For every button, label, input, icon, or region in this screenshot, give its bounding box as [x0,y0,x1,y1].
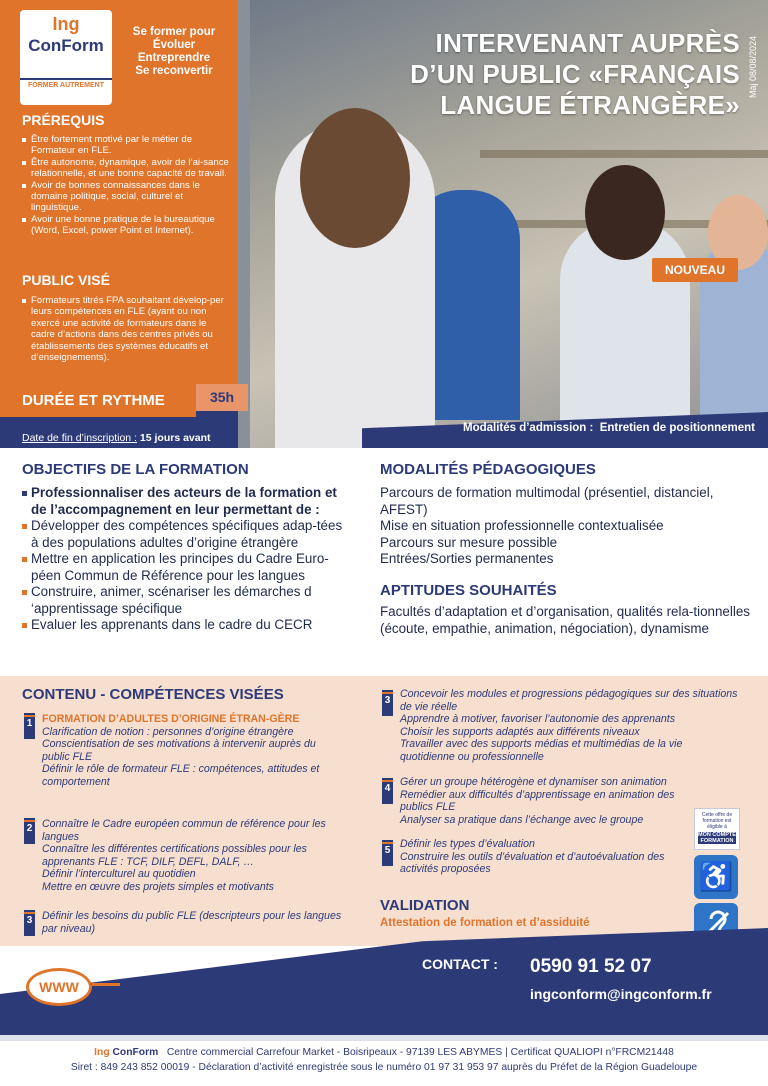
contenu-line: Remédier aux difficultés d’apprentissage en animation des publics FLE [400,788,675,814]
contenu-line: Mettre en œuvre des projets simples et motivants [42,880,274,893]
www-connector [92,983,120,986]
footer-brand-ing: Ing [94,1047,110,1058]
contenu-line: Définir l’interculturel au quotidien [42,868,196,881]
contenu-line: Clarification de notion : personnes d’origine étrangère [42,725,294,738]
website-link[interactable]: digilearning.fr [122,998,236,1017]
title-line: D’UN PUBLIC «FRANÇAIS [410,59,740,89]
contenu-line: Choisir les supports adaptés aux différents niveaux [400,725,640,738]
tagline-line: Entreprendre [137,52,211,64]
inscription-value: 15 jours avant [139,432,211,444]
contenu-line: Connaître le Cadre européen commun de référence pour les langues [42,818,326,843]
modalites-line: Parcours de formation multimodal (présentiel, distanciel, AFEST) [380,485,714,517]
footer-line1: Centre commercial Carrefour Market - Boisripeaux - 97139 LES ABYMES | Certificat QUALIOPI n°FRCM21448 [166,1047,674,1058]
list-item: Avoir de bonnes connaissances dans le domaine politique, social, culturel et linguistique. [22,180,230,214]
list-item: Avoir une bonne pratique de la bureautique (Word, Excel, power Point et Internet). [22,214,230,237]
wheelchair-icon: ♿ [694,855,738,899]
list-item: Mettre en application les principes du Cadre Euro-péen Commun de Référence pour les langues [22,551,352,584]
step-number-text: 3 [384,695,391,706]
objectifs-list [22,485,352,634]
step-number-text: 3 [26,915,33,926]
contenu-line: Connaître les différentes certifications possibles pour les apprenants FLE : TCF, DILF, DEFL, DALF, … [42,843,307,868]
contenu-block-5 [400,776,700,826]
step-number [382,840,393,866]
step-number [24,713,35,739]
modalites-text [380,485,750,568]
admission-value: Entretien de positionnement [599,422,755,434]
public-heading: PUBLIC VISÉ [22,272,110,288]
list-item: Être autonome, dynamique, avoir de l’ai-sance relationnelle, et une bonne capacité de travail. [22,157,230,180]
list-item: Développer des compétences spécifiques adap-tées à des populations adultes d’origine étrangère [22,518,352,551]
contenu-line: Concevoir les modules et progressions pédagogiques sur des situations de vie réelle [400,688,738,713]
public-list [22,295,230,363]
prerequis-list [22,134,230,237]
contact-email[interactable]: ingconform@ingconform.fr [530,986,712,1002]
list-item: Être fortement motivé par le métier de Formateur en FLE. [22,134,230,157]
title-line: LANGUE ÉTRANGÈRE» [440,90,740,120]
validation-text: Attestation de formation et d’assiduité [380,917,590,929]
globe-www-icon: WWW [26,968,92,1006]
contact-phone[interactable]: 0590 91 52 07 [530,956,652,977]
aptitudes-text: Facultés d’adaptation et d’organisation, qualités rela-tionnelles (écoute, empathie, animation, négociation), dynamisme [380,604,750,636]
step-number [24,818,35,844]
contenu-block-6 [400,838,690,876]
tagline [118,26,230,78]
inscription-label: Date de fin d’inscription : [22,432,137,444]
contenu-line: Construire les outils d’évaluation et d’autoévaluation des activités proposées [400,850,665,876]
step-number-text: 5 [384,845,391,856]
website-link[interactable]: ingconform.fr [122,978,233,997]
contenu-block-2 [42,818,342,894]
contenu-block-3 [42,910,342,935]
logo-ing: Ing [52,14,80,34]
update-date: Màj 08/08/2024 [748,35,758,98]
logo-subtitle: FORMER AUTREMENT [20,78,112,89]
photo-face [585,165,665,260]
duree-value: 35h [196,384,248,411]
contenu-line: Conscientisation de ses motivations à intervenir auprès du public FLE [42,738,316,763]
tagline-line: Évoluer [152,39,196,51]
contenu-line: Analyser sa pratique dans l’échange avec le groupe [400,813,644,826]
contenu-block-4 [400,688,740,764]
list-item: Professionnaliser des acteurs de la formation et de l’accompagnement en leur permettant de : [22,485,352,518]
objectifs-heading: OBJECTIFS DE LA FORMATION [22,461,249,478]
step-number [382,690,393,716]
nouveau-badge: NOUVEAU [652,258,738,282]
footer-divider [0,1035,768,1041]
mcf-caption: Cette offre de formation est éligible à [701,812,733,830]
modalites-line: Entrées/Sorties permanentes [380,551,554,566]
step-number-text: 2 [26,823,33,834]
contenu-line: Apprendre à motiver, favoriser l’autonomie des apprenants [400,713,676,726]
modalites-line: Mise en situation professionnelle contextualisée [380,518,664,533]
contenu-line: Travailler avec des supports médias et multimédias de la vie quotidienne ou professionnelle [400,738,683,763]
tarif: TARIF : 15€/h [318,1006,407,1022]
contenu-block-1 [42,713,342,789]
contenu-block-title: FORMATION D’ADULTES D’ORIGINE ÉTRAN-GÈRE [42,713,300,725]
list-item: Evaluer les apprenants dans le cadre du CECR [22,617,352,634]
contenu-line: Définir le rôle de formateur FLE : compétences, attitudes et comportement [42,763,320,788]
mcf-title: MON COMPTE FORMATION [698,832,736,844]
footer-legal: Siret : 849 243 852 00019 - Déclaration d’activité enregistrée sous le numéro 01 97 31 953 97 auprès du Préfet de la Région Guadeloupe [70,1062,698,1073]
logo-conform: ConForm [28,36,104,55]
aptitudes-heading: APTITUDES SOUHAITÉS [380,582,557,599]
modalites-heading: MODALITÉS PÉDAGOGIQUES [380,461,596,478]
tagline-line: Se reconvertir [135,65,213,77]
modalites-line: Parcours sur mesure possible [380,534,558,550]
footer-address [0,1047,768,1058]
prerequis-heading: PRÉREQUIS [22,112,105,128]
contenu-line: Définir les types d’évaluation [400,838,535,850]
footer-brand-conform: ConForm [112,1047,159,1058]
contenu-heading: CONTENU - COMPÉTENCES VISÉES [22,686,284,703]
validation-heading: VALIDATION [380,897,470,914]
step-number-text: 1 [26,718,33,729]
inscription-deadline [22,432,211,444]
contenu-line: Définir les besoins du public FLE (descripteurs pour les langues par niveau) [42,910,342,935]
contact-label: CONTACT : [422,956,498,972]
admission-label: Modalités d’admission : [462,422,594,434]
tagline-line: Se former pour [132,26,216,38]
contenu-line: Gérer un groupe hétérogène et dynamiser son animation [400,776,667,788]
mon-compte-formation-badge[interactable] [694,808,740,850]
photo-face [300,108,410,248]
admission-text [375,422,755,434]
step-number [382,778,393,804]
page-title [340,28,740,121]
photo-shelf [480,150,768,158]
step-number-text: 4 [384,783,391,794]
list-item: Construire, animer, scénariser les démarches d ‘apprentissage spécifique [22,584,352,617]
title-line: INTERVENANT AUPRÈS [435,28,740,58]
duree-label: DURÉE ET RYTHME [22,392,165,409]
step-number [24,910,35,936]
list-item: Formateurs titrés FPA souhaitant dévelop-per leurs compétences en FLE (ayant ou non exercé une activité de formateurs dans le cadre d’actions dans des centres privés ou établissements des systèmes éducatifs et d’enseignements). [22,295,230,363]
